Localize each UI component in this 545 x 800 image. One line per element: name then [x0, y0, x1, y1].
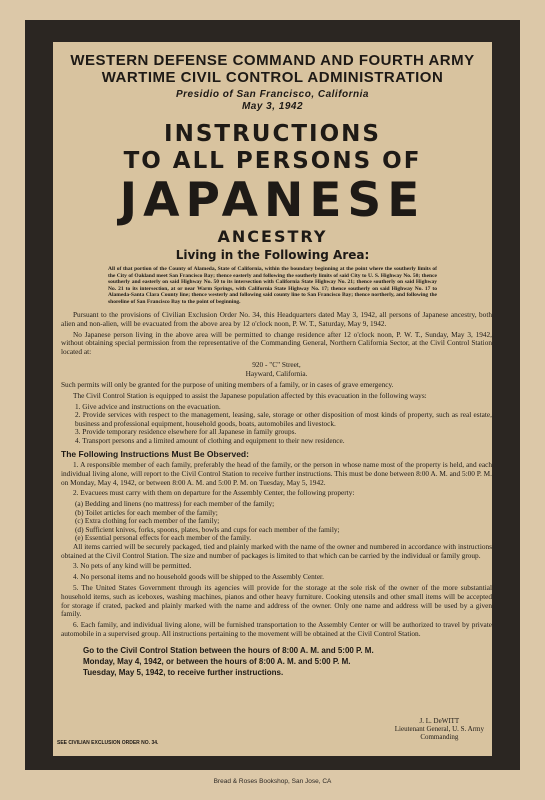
title-japanese: JAPANESE — [119, 173, 426, 228]
service-item: 4. Transport persons and a limited amount of clothing and equipment to their new residence. — [75, 435, 345, 445]
paragraph-station-assist: The Civil Control Station is equipped to assist the Japanese population affected by this evacuation in the following ways: — [73, 390, 427, 400]
service-item: 1. Give advice and instructions on the evacuation. — [75, 401, 221, 411]
title-area: Living in the Following Area: — [175, 248, 370, 262]
instructions-subhead: The Following Instructions Must Be Observed: — [61, 449, 249, 460]
body-text — [53, 311, 492, 445]
address-street: 920 - "C" Street, — [252, 359, 301, 369]
header-line-1: WESTERN DEFENSE COMMAND AND FOURTH ARMY — [70, 52, 475, 69]
go-line-1: Go to the Civil Control Station between the hours of 8:00 A. M. and 5:00 P. M. — [83, 645, 374, 655]
header-line-2: WARTIME CIVIL CONTROL ADMINISTRATION — [101, 69, 444, 86]
signature-block — [395, 717, 484, 741]
service-item: 2. Provide services with respect to the management, leasing, sale, storage or other disposition of most kinds of property, such as real estate, business and professional equipment, household goods, boats, automobiles and livestock. — [75, 410, 492, 428]
title-instructions: INSTRUCTIONS — [164, 121, 381, 147]
instruction-1: 1. A responsible member of each family, preferably the head of the family, or the person in whose name most of the property is held, and each individual living alone, will report to the Civil Control Station to receive further instructions. This must be done between 8:00 A. M. and 5:00 P. M. on Monday, May 4, 1942, or between 8:00 A. M. and 5:00 P. M. on Tuesday, May 5, 1942. — [61, 460, 492, 487]
address-city: Hayward, California. — [245, 368, 308, 378]
bookshop-footer: Bread & Roses Bookshop, San Jose, CA — [213, 778, 332, 785]
poster-border-bottom — [25, 756, 520, 770]
poster-border-left — [25, 20, 53, 770]
go-line-3: Tuesday, May 5, 1942, to receive further instructions. — [83, 667, 284, 677]
poster-paper — [53, 42, 492, 756]
title-ancestry: ANCESTRY — [217, 227, 328, 246]
title-to-all: TO ALL PERSONS OF — [123, 148, 422, 174]
boundary-description: All of that portion of the County of Alameda, State of California, within the boundary beginning at the point where the southerly limits of the City of Oakland meet San Francisco Bay; thence easterly and following the southerly limits of said City to U. S. Highway No. 50; thence southerly and easterly on said Highway No. 50 to its intersection with California State Highway No. 21; thence southerly on said Highway No. 21 to its intersection, at or near Warm Springs, with California State Highway No. 17; thence southerly on said Highway No. 17 to Alameda-Santa Clara County line; thence westerly and following said county line to San Francisco Bay; thence northerly, and following the shoreline of San Francisco Bay to the point of beginning. — [108, 266, 437, 305]
poster-border-top — [25, 20, 520, 42]
header-location: Presidio of San Francisco, California — [176, 89, 369, 100]
instruction-3: 3. No pets of any kind will be permitted. — [73, 561, 192, 571]
signature-role: Commanding — [420, 733, 459, 741]
instruction-6: 6. Each family, and individual living alone, will be furnished transportation to the Assembly Center or will be authorized to travel by private automobile in a supervised group. All instructions pertaining to the movement will be obtained at the Civil Control Station. — [61, 620, 492, 638]
poster-border-right — [492, 20, 520, 770]
services-list — [61, 403, 492, 446]
go-to-station — [53, 641, 492, 678]
signature-name: J. L. DeWITT — [419, 717, 460, 725]
property-item: (c) Extra clothing for each member of the family; — [75, 516, 220, 526]
property-item: (d) Sufficient knives, forks, spoons, plates, bowls and cups for each member of the family; — [75, 524, 340, 534]
instructions-body — [53, 461, 492, 639]
signature-title: Lieutenant General, U. S. Army — [394, 725, 484, 733]
instruction-2: 2. Evacuees must carry with them on departure for the Assembly Center, the following property: — [73, 488, 355, 498]
property-item: (b) Toilet articles for each member of the family; — [75, 507, 218, 517]
exclusion-order-ref: SEE CIVILIAN EXCLUSION ORDER NO. 34. — [57, 740, 159, 746]
station-address — [61, 360, 492, 378]
header-date: May 3, 1942 — [241, 101, 304, 112]
service-item: 3. Provide temporary residence elsewhere for all Japanese in family groups. — [75, 427, 297, 437]
property-item: (e) Essential personal effects for each member of the family. — [75, 533, 252, 543]
paragraph-residence-change: No Japanese person living in the above area will be permitted to change residence after 12 o'clock noon, P. W. T., Sunday, May 3, 1942, without obtaining special permission from the representative of the Commanding General, Northern California Sector, at the Civil Control Station located at: — [61, 329, 492, 357]
instruction-5: 5. The United States Government through its agencies will provide for the storage at the sole risk of the owner of the more substantial household items, such as iceboxes, washing machines, pianos and other heavy furniture. Cooking utensils and other small items will be accepted for storage if crated, packed and plainly marked with the name and address of the owner. Only one name and address will be used by a given family. — [61, 582, 492, 619]
paragraph-packaging: All items carried will be securely packaged, tied and plainly marked with the name of the owner and numbered in accordance with instructions obtained at the Civil Control Station. The size and number of packages is limited to that which can be carried by the individual or family group. — [61, 541, 492, 560]
go-line-2: Monday, May 4, 1942, or between the hours of 8:00 A. M. and 5:00 P. M. — [83, 656, 351, 666]
property-list — [61, 500, 492, 543]
paragraph-exclusion-order: Pursuant to the provisions of Civilian Exclusion Order No. 34, this Headquarters dated May 3, 1942, all persons of Japanese ancestry, both alien and non-alien, will be evacuated from the above area by 12 o'clock noon, P. W. T., Saturday, May 9, 1942. — [61, 310, 492, 328]
property-item: (a) Bedding and linens (no mattress) for each member of the family; — [75, 499, 275, 509]
instruction-4: 4. No personal items and no household goods will be shipped to the Assembly Center. — [73, 572, 324, 582]
paragraph-permits: Such permits will only be granted for the purpose of uniting members of a family, or in cases of grave emergency. — [61, 379, 394, 389]
